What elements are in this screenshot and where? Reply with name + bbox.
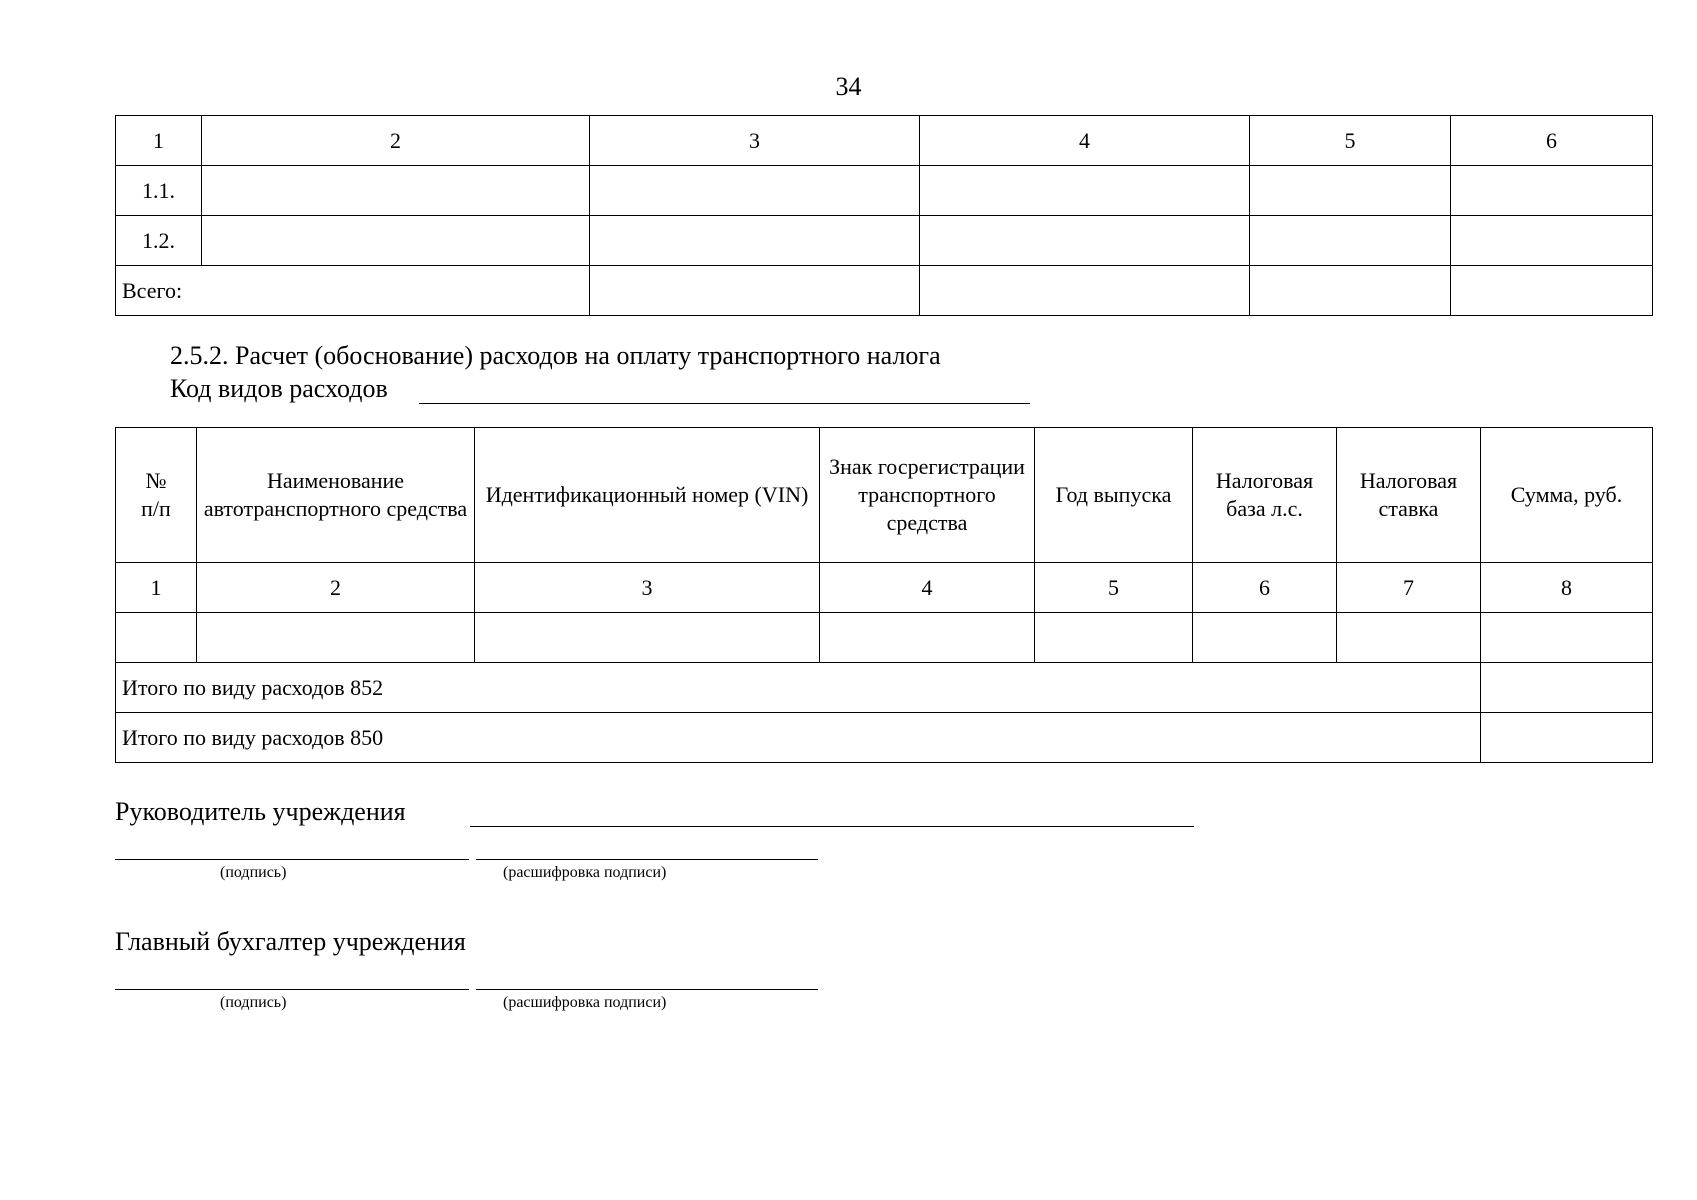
header-no-sign: № п/п	[141, 468, 171, 521]
table-cell	[1193, 613, 1337, 663]
accountant-decoding-caption: (расшифровка подписи)	[503, 994, 667, 1011]
head-decoding-caption: (расшифровка подписи)	[503, 864, 667, 881]
table-cell	[202, 216, 590, 266]
table-row	[116, 166, 1653, 216]
table-header-row	[116, 428, 1653, 563]
expense-code-field[interactable]	[419, 403, 1030, 404]
row-number: 1.1.	[116, 166, 202, 216]
table-cell	[202, 166, 590, 216]
table-cell	[197, 613, 475, 663]
head-signature-caption: (подпись)	[220, 864, 287, 881]
table-cell	[920, 166, 1250, 216]
table-cell	[1035, 613, 1193, 663]
column-number: 8	[1481, 563, 1653, 613]
table-cell	[1451, 266, 1653, 316]
head-decoding-line[interactable]	[476, 859, 818, 860]
accountant-signature-caption: (подпись)	[220, 994, 287, 1011]
total-label: Итого по виду расходов 852	[116, 663, 1481, 713]
page-number: 34	[835, 72, 862, 101]
accountant-signature-line[interactable]	[115, 989, 469, 990]
table-cell	[920, 216, 1250, 266]
header-registration-plate: Знак госрегистрации транспортного средства	[820, 428, 1035, 563]
total-label: Всего:	[116, 266, 590, 316]
table-header-row	[116, 116, 1653, 166]
table-cell	[590, 216, 920, 266]
column-number: 7	[1337, 563, 1481, 613]
table-row	[116, 613, 1653, 663]
table-cell	[1451, 216, 1653, 266]
total-label: Итого по виду расходов 850	[116, 713, 1481, 763]
header-vin: Идентификационный номер (VIN)	[475, 428, 820, 563]
header-row-number	[116, 428, 197, 563]
table-cell	[820, 613, 1035, 663]
header-amount: Сумма, руб.	[1481, 428, 1653, 563]
head-signature-line[interactable]	[115, 859, 469, 860]
column-number: 2	[197, 563, 475, 613]
expense-code-label: Код видов расходов	[170, 374, 388, 403]
column-number: 5	[1035, 563, 1193, 613]
column-number: 1	[116, 116, 202, 166]
head-label: Руководитель учреждения	[115, 797, 406, 826]
header-tax-rate: Налоговая ставка	[1337, 428, 1481, 563]
column-numbers-row	[116, 563, 1653, 613]
table-cell	[116, 613, 197, 663]
table-cell	[475, 613, 820, 663]
table-cell	[1481, 613, 1653, 663]
column-number: 3	[475, 563, 820, 613]
table-cell	[590, 266, 920, 316]
table-cell	[1481, 663, 1653, 713]
table-total-row	[116, 663, 1653, 713]
table-cell	[1337, 613, 1481, 663]
transport-tax-table	[115, 427, 1653, 763]
column-number: 6	[1193, 563, 1337, 613]
column-number: 5	[1250, 116, 1451, 166]
header-vehicle-name: Наименование автотранспортного средства	[197, 428, 475, 563]
column-number: 4	[920, 116, 1250, 166]
header-tax-base: Налоговая база л.с.	[1193, 428, 1337, 563]
accountant-decoding-line[interactable]	[476, 989, 818, 990]
section-title: 2.5.2. Расчет (обоснование) расходов на оплату транспортного налога	[170, 341, 941, 370]
row-number: 1.2.	[116, 216, 202, 266]
column-number: 3	[590, 116, 920, 166]
table-cell	[1481, 713, 1653, 763]
column-number: 4	[820, 563, 1035, 613]
table-cell	[1250, 166, 1451, 216]
table-total-row	[116, 266, 1653, 316]
table-cell	[1451, 166, 1653, 216]
chief-accountant-label: Главный бухгалтер учреждения	[115, 927, 466, 956]
head-name-line[interactable]	[470, 826, 1194, 827]
table-cell	[920, 266, 1250, 316]
table-continuation	[115, 115, 1653, 316]
table-cell	[1250, 266, 1451, 316]
table-row	[116, 216, 1653, 266]
table-cell	[590, 166, 920, 216]
column-number: 6	[1451, 116, 1653, 166]
table-total-row	[116, 713, 1653, 763]
column-number: 2	[202, 116, 590, 166]
table-cell	[1250, 216, 1451, 266]
column-number: 1	[116, 563, 197, 613]
header-year: Год выпуска	[1035, 428, 1193, 563]
